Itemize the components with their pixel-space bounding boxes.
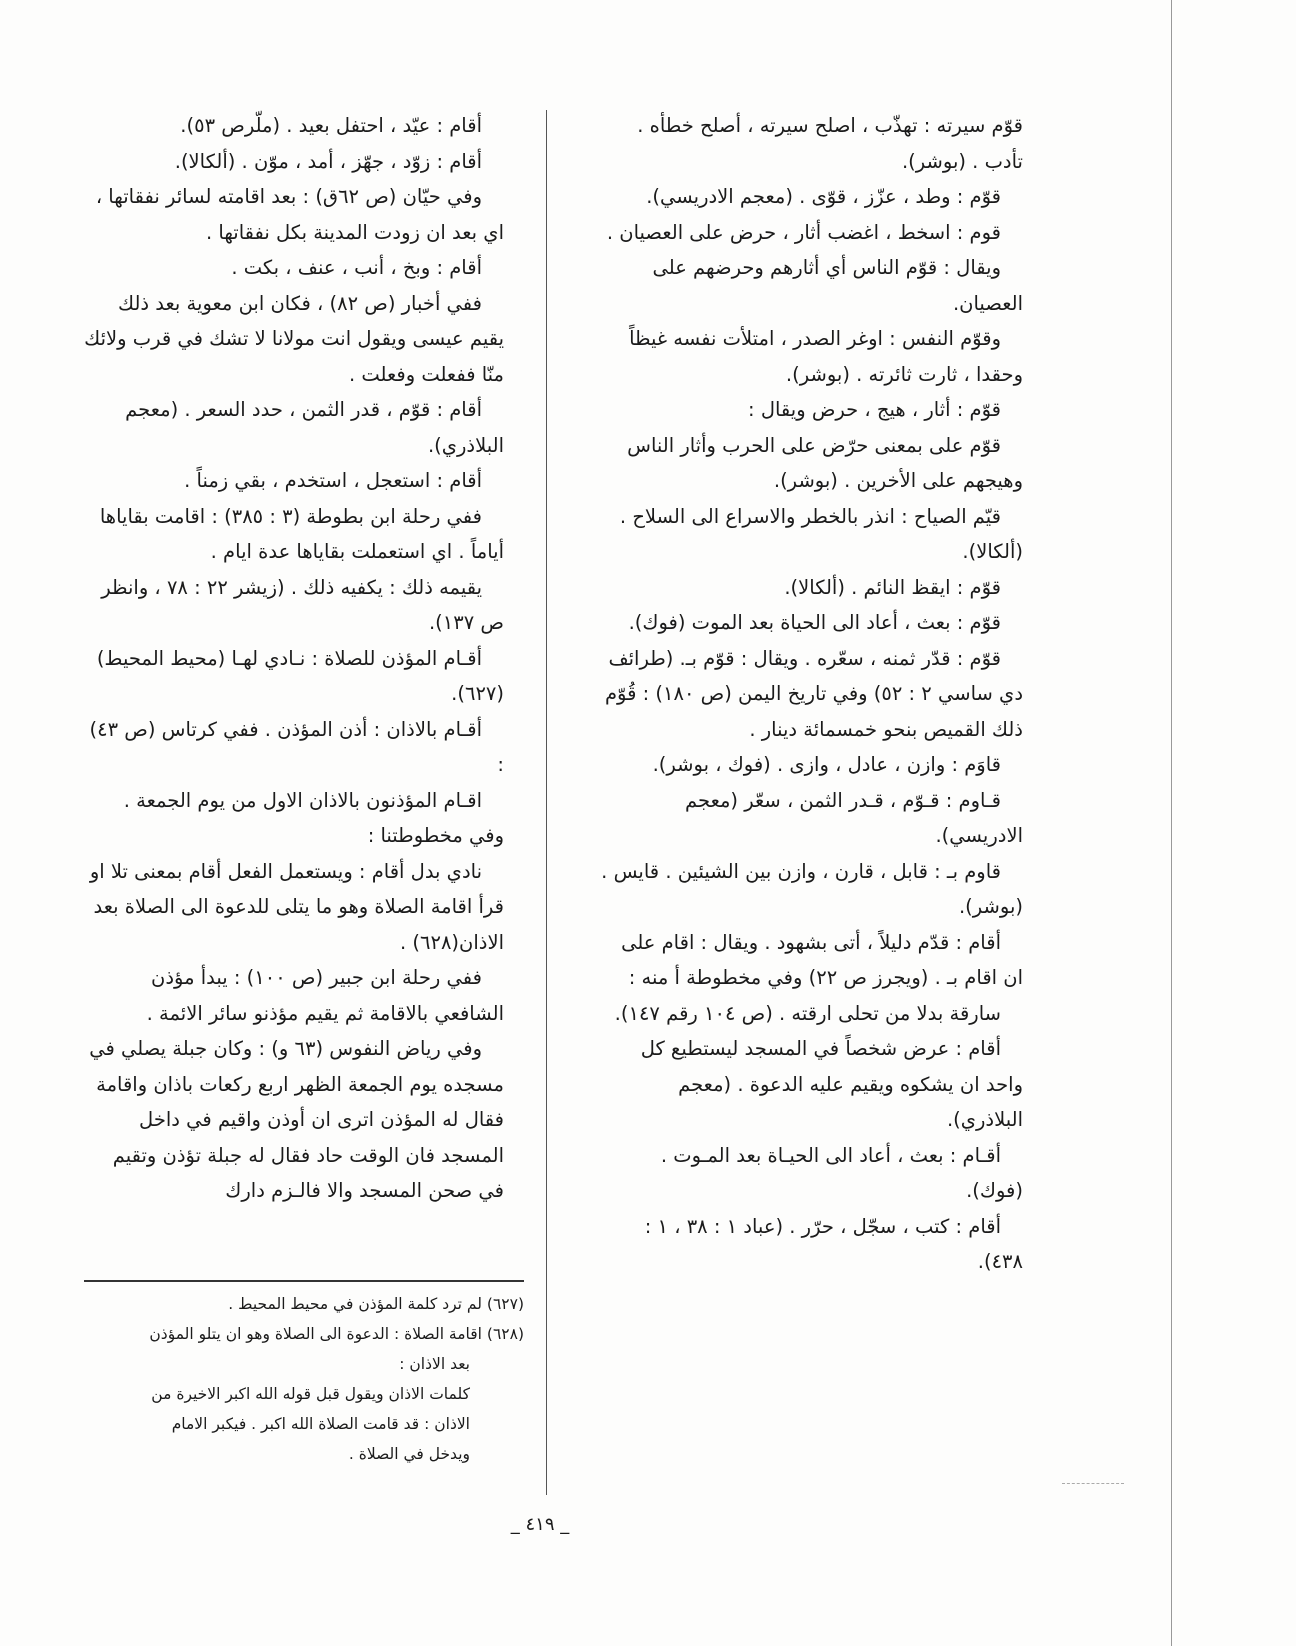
paragraph: أقام : كتب ، سجّل ، حرّر . (عباد ١ : ٣٨ ، ١ : ٤٣٨). — [644, 1214, 1023, 1273]
paragraph: يقيمه ذلك : يكفيه ذلك . (زيشر ٢٢ : ٧٨ ، وانظر ص ١٣٧). — [101, 575, 504, 634]
paragraph: وفي رياض النفوس (٦٣ و) : وكان جبلة يصلي في مسجده يوم الجمعة الظهر اربع ركعات باذان واقامة فقال له المؤذن اترى ان أوذن واقيم في داخل المسجد فان الوقت حاد فقال له جبلة تؤذن وتقيم في صحن المسجد والا فالـزم دارك — [89, 1037, 504, 1202]
footnote: (٦٢٧) لم ترد كلمة المؤذن في محيط المحيط . — [228, 1295, 524, 1313]
paragraph: وفي حيّان (ص ٦٢ق) : بعد اقامته لسائر نفقاتها ، اي بعد ان زودت المدينة بكل نفقاتها . — [95, 185, 504, 244]
scan-margin-mark — [1062, 1483, 1124, 1484]
paragraph: أقام : زوّد ، جهّز ، أمد ، موّن . (ألكالا). — [174, 149, 482, 173]
paragraph: قوّم : وطد ، عزّز ، قوّى . (معجم الادريسي). — [646, 185, 1001, 208]
paragraph: سارقة بدلا من تحلى ارقته . (ص ١٠٤ رقم ١٤٧). — [614, 1001, 1001, 1025]
paragraph: وقوّم النفس : اوغر الصدر ، امتلأت نفسه غيظاً وحقدا ، ثارت ثائرته . (بوشر). — [629, 327, 1023, 386]
paragraph: أقام : قدّم دليلاً ، أتى بشهود . ويقال : اقام على ان اقام بـ . (ويجرز ص ٢٢) وفي مخطوطة أ منه : — [621, 930, 1023, 989]
footnote-line: بعد الاذان : — [399, 1355, 470, 1373]
paragraph: قوّم : قدّر ثمنه ، سعّره . ويقال : قوّم بـ. (طرائف دي ساسي ٢ : ٥٢) وفي تاريخ اليمن (ص ١٨٠) : قُوّم ذلك القميص بنحو خمسمائة دينار . — [604, 646, 1023, 741]
scan-margin-line — [1171, 0, 1172, 1646]
paragraph: أقام : قوّم ، قدر الثمن ، حدد السعر . (معجم البلاذري). — [125, 398, 504, 457]
paragraph: قوّم : أثار ، هيج ، حرض ويقال : — [748, 398, 1001, 421]
paragraph: اقـام المؤذنون بالاذان الاول من يوم الجمعة . وفي مخطوطتنا : — [123, 788, 504, 847]
paragraph: قوّم : ايقظ النائم . (ألكالا). — [784, 575, 1001, 599]
paragraph: أقـام المؤذن للصلاة : نـادي لهـا (محيط المحيط)(٦٢٧). — [96, 646, 504, 705]
paragraph: قوّم سيرته : تهذّب ، اصلح سيرته ، أصلح خطأه . تأدب . (بوشر). — [637, 114, 1023, 173]
paragraph: قـاوم : قـوّم ، قـدر الثمن ، سعّر (معجم الادريسي). — [685, 788, 1023, 847]
footnote-line: كلمات الاذان ويقول قبل قوله الله اكبر الاخيرة من — [151, 1385, 470, 1403]
footnote-divider — [84, 1280, 524, 1282]
paragraph: أقام : استعجل ، استخدم ، بقي زمناً . — [184, 469, 482, 492]
paragraph: ففي رحلة ابن جبير (ص ١٠٠) : يبدأ مؤذن الشافعي بالاقامة ثم يقيم مؤذنو سائر الائمة . — [146, 966, 504, 1025]
paragraph: ففي أخبار (ص ٨٢) ، فكان ابن معوية بعد ذلك يقيم عيسى ويقول انت مولانا لا تشك في قرب ولائك منّا ففعلت وفعلت . — [84, 291, 504, 386]
paragraph: قوّم : بعث ، أعاد الى الحياة بعد الموت (فوك). — [628, 611, 1001, 634]
paragraph: أقـام : بعث ، أعاد الى الحيـاة بعد المـوت . (فوك). — [660, 1143, 1023, 1202]
column-divider — [546, 110, 547, 1495]
left-column — [84, 108, 504, 1209]
paragraph: نادي بدل أقام : ويستعمل الفعل أقام بمعنى تلا او قرأ اقامة الصلاة وهو ما يتلى للدعوة الى الصلاة بعد الاذان(٦٢٨) . — [89, 859, 504, 954]
paragraph: أقام : عرض شخصاً في المسجد ليستطيع كل واحد ان يشكوه ويقيم عليه الدعوة . (معجم البلاذري). — [640, 1037, 1023, 1131]
right-column — [598, 108, 1023, 1280]
paragraph: ففي رحلة ابن بطوطة (٣ : ٣٨٥) : اقامت بقاياها أياماً . اي استعملت بقاياها عدة ايام . — [99, 504, 504, 563]
paragraph: قاوَم : وازن ، عادل ، وازى . (فوك ، بوشر). — [652, 753, 1001, 776]
footnote-line: ويدخل في الصلاة . — [348, 1445, 470, 1463]
paragraph: أقام : وبخ ، أنب ، عنف ، بكت . — [231, 256, 482, 279]
paragraph: قيّم الصياح : انذر بالخطر والاسراع الى السلاح . (ألكالا). — [619, 504, 1023, 563]
footnote: (٦٢٨) اقامة الصلاة : الدعوة الى الصلاة وهو ان يتلو المؤذن — [149, 1325, 524, 1343]
paragraph: أقـام بالاذان : أذن المؤذن . ففي كرتاس (ص ٤٣) : — [89, 717, 504, 776]
paragraph: قوم : اسخط ، اغضب أثار ، حرض على العصيان . — [606, 220, 1001, 244]
footnotes — [84, 1290, 524, 1470]
page-number: _ ٤١٩ _ — [510, 1514, 570, 1535]
paragraph: أقام : عيّد ، احتفل بعيد . (ملّرص ٥٣). — [180, 114, 482, 137]
paragraph: قوّم على بمعنى حرّض على الحرب وأثار الناس وهيجهم على الأخرين . (بوشر). — [627, 433, 1023, 492]
paragraph: ويقال : قوّم الناس أي أثارهم وحرضهم على العصيان. — [652, 256, 1023, 315]
footnote-line: الاذان : قد قامت الصلاة الله اكبر . فيكبر الامام — [171, 1415, 470, 1433]
paragraph: قاوم بـ : قابل ، قارن ، وازن بين الشيئين . قايس . (بوشر). — [601, 859, 1023, 918]
